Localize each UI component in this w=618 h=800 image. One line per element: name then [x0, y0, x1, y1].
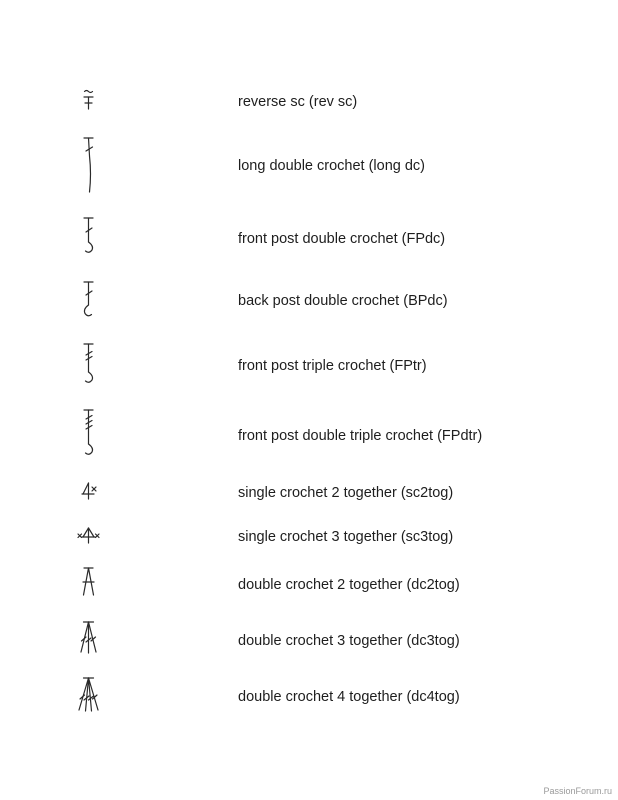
sc2tog-icon [70, 478, 110, 504]
legend-label: front post triple crochet (FPtr) [238, 358, 427, 374]
long-double-crochet-icon [70, 132, 110, 196]
front-post-double-crochet-icon [70, 214, 110, 256]
legend-label: back post double crochet (BPdc) [238, 293, 448, 309]
front-post-double-triple-crochet-icon [70, 406, 110, 458]
legend-label: front post double crochet (FPdc) [238, 231, 446, 247]
legend-label: double crochet 2 together (dc2tog) [238, 577, 460, 593]
dc2tog-icon [70, 564, 110, 600]
legend-label: single crochet 2 together (sc2tog) [238, 485, 454, 501]
legend-label: long double crochet (long dc) [238, 158, 426, 174]
legend-label: double crochet 4 together (dc4tog) [238, 689, 460, 705]
dc3tog-icon [70, 618, 110, 658]
reverse-single-crochet-icon [70, 88, 110, 112]
legend-label: reverse sc (rev sc) [238, 94, 358, 110]
front-post-triple-crochet-icon [70, 340, 110, 386]
sc3tog-icon [70, 523, 110, 549]
watermark: PassionForum.ru [543, 786, 612, 796]
back-post-double-crochet-icon [70, 278, 110, 320]
legend-label: double crochet 3 together (dc3tog) [238, 633, 460, 649]
dc4tog-icon [70, 674, 110, 716]
legend-label: front post double triple crochet (FPdtr) [238, 428, 483, 444]
legend-label: single crochet 3 together (sc3tog) [238, 529, 454, 545]
